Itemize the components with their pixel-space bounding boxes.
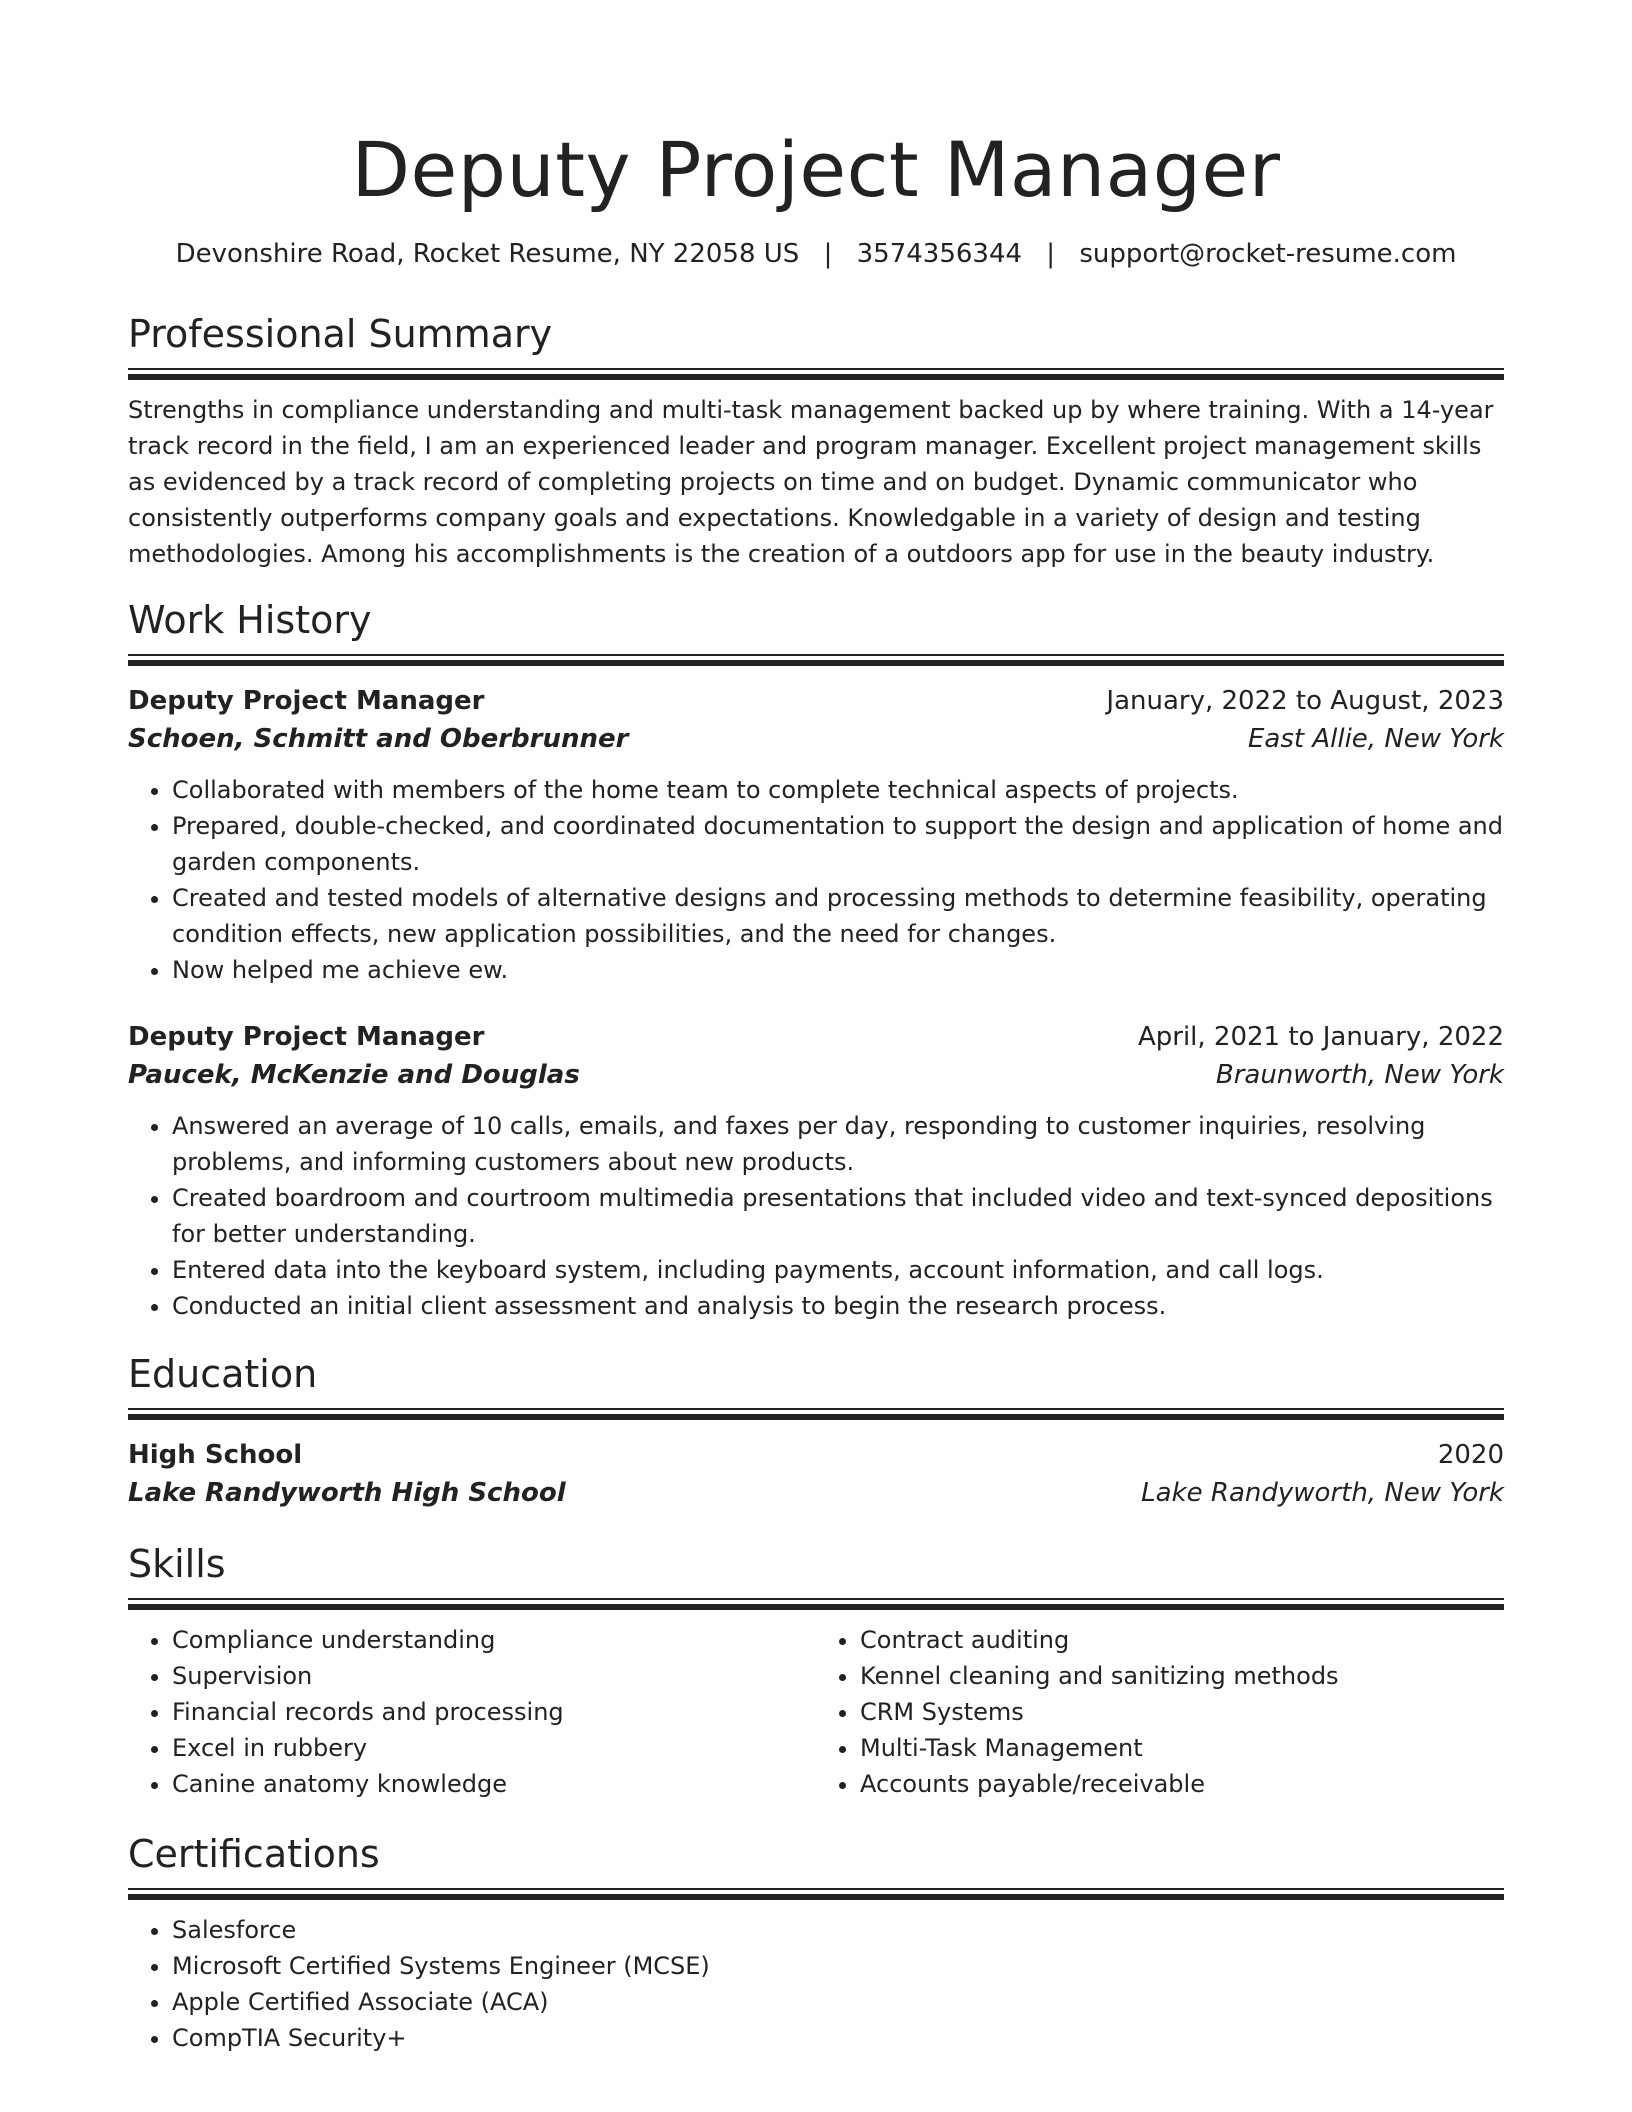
list-item: • Collaborated with members of the home team to complete technical aspects of projects. xyxy=(172,772,1504,808)
section-divider xyxy=(128,1598,1504,1610)
job-bullets xyxy=(128,1108,1504,1324)
contact-phone: 3574356344 xyxy=(856,239,1023,269)
contact-address: Devonshire Road, Rocket Resume, NY 22058 US xyxy=(175,239,800,269)
list-item: • Contract auditing xyxy=(860,1622,1504,1658)
education-section xyxy=(128,1350,1504,1512)
summary-section xyxy=(128,310,1504,572)
job-entry xyxy=(128,682,1504,988)
list-item: • Excel in rubbery xyxy=(172,1730,816,1766)
job-location: Braunworth, New York xyxy=(1215,1060,1504,1090)
certifications-list xyxy=(128,1912,1504,2056)
list-item: • Supervision xyxy=(172,1658,816,1694)
list-item: • Kennel cleaning and sanitizing methods xyxy=(860,1658,1504,1694)
list-item: • Prepared, double-checked, and coordinated documentation to support the design and application of home and garden components. xyxy=(172,808,1504,880)
list-item: • Now helped me achieve ew. xyxy=(172,952,1504,988)
section-heading-skills: Skills xyxy=(128,1542,226,1586)
certifications-section xyxy=(128,1830,1504,2056)
list-item: • Created and tested models of alternative designs and processing methods to determine feasibility, operating condition effects, new application possibilities, and the need for changes. xyxy=(172,880,1504,952)
list-item: • Canine anatomy knowledge xyxy=(172,1766,816,1802)
job-role: Deputy Project Manager xyxy=(128,686,485,716)
section-divider xyxy=(128,654,1504,666)
list-item: • Created boardroom and courtroom multimedia presentations that included video and text-synced depositions for better understanding. xyxy=(172,1180,1504,1252)
skills-column-left xyxy=(128,1622,816,1802)
list-item: • Microsoft Certified Systems Engineer (MCSE) xyxy=(172,1948,1504,1984)
list-item: • Apple Certified Associate (ACA) xyxy=(172,1984,1504,2020)
contact-line xyxy=(128,236,1504,272)
list-item: • Answered an average of 10 calls, emails, and faxes per day, responding to customer inquiries, resolving problems, and informing customers about new products. xyxy=(172,1108,1504,1180)
education-header xyxy=(128,1436,1504,1474)
work-history-section xyxy=(128,596,1504,1324)
job-bullets xyxy=(128,772,1504,988)
education-location: Lake Randyworth, New York xyxy=(1141,1478,1504,1508)
list-item: • Financial records and processing xyxy=(172,1694,816,1730)
contact-separator: | xyxy=(823,239,833,269)
page-title: Deputy Project Manager xyxy=(351,125,1281,214)
skills-column-right xyxy=(816,1622,1504,1802)
list-item: • Compliance understanding xyxy=(172,1622,816,1658)
education-year: 2020 xyxy=(1437,1440,1504,1470)
job-header xyxy=(128,1018,1504,1056)
list-item: • CompTIA Security+ xyxy=(172,2020,1504,2056)
job-entry xyxy=(128,1018,1504,1324)
contact-separator: | xyxy=(1046,239,1056,269)
education-subheader xyxy=(128,1474,1504,1512)
section-heading-education: Education xyxy=(128,1352,318,1396)
job-company: Schoen, Schmitt and Oberbrunner xyxy=(128,724,629,754)
education-degree: High School xyxy=(128,1440,303,1470)
job-dates: April, 2021 to January, 2022 xyxy=(1137,1022,1504,1052)
section-divider xyxy=(128,368,1504,380)
list-item: • Salesforce xyxy=(172,1912,1504,1948)
job-location: East Allie, New York xyxy=(1247,724,1504,754)
section-heading-summary: Professional Summary xyxy=(128,312,553,356)
job-subheader xyxy=(128,720,1504,758)
list-item: • CRM Systems xyxy=(860,1694,1504,1730)
job-company: Paucek, McKenzie and Douglas xyxy=(128,1060,580,1090)
skills-grid xyxy=(128,1622,1504,1802)
job-subheader xyxy=(128,1056,1504,1094)
education-entry xyxy=(128,1436,1504,1512)
skills-section xyxy=(128,1540,1504,1802)
list-item: • Entered data into the keyboard system, including payments, account information, and call logs. xyxy=(172,1252,1504,1288)
job-role: Deputy Project Manager xyxy=(128,1022,485,1052)
job-dates: January, 2022 to August, 2023 xyxy=(1106,686,1504,716)
section-divider xyxy=(128,1408,1504,1420)
list-item: • Accounts payable/receivable xyxy=(860,1766,1504,1802)
section-heading-work-history: Work History xyxy=(128,598,372,642)
list-item: • Multi-Task Management xyxy=(860,1730,1504,1766)
education-school: Lake Randyworth High School xyxy=(128,1478,566,1508)
section-heading-certifications: Certifications xyxy=(128,1832,380,1876)
summary-text: Strengths in compliance understanding and multi-task management backed up by where training. With a 14-year track record in the field, I am an experienced leader and program manager. Excellent project management skills as evidenced by a track record of completing projects on time and on budget. Dynamic communicator who consistently outperforms company goals and expectations. Knowledgable in a variety of design and testing methodologies. Among his accomplishments is the creation of a outdoors app for use in the beauty industry. xyxy=(128,396,1494,568)
contact-email: support@rocket-resume.com xyxy=(1079,239,1457,269)
job-header xyxy=(128,682,1504,720)
section-divider xyxy=(128,1888,1504,1900)
list-item: • Conducted an initial client assessment and analysis to begin the research process. xyxy=(172,1288,1504,1324)
